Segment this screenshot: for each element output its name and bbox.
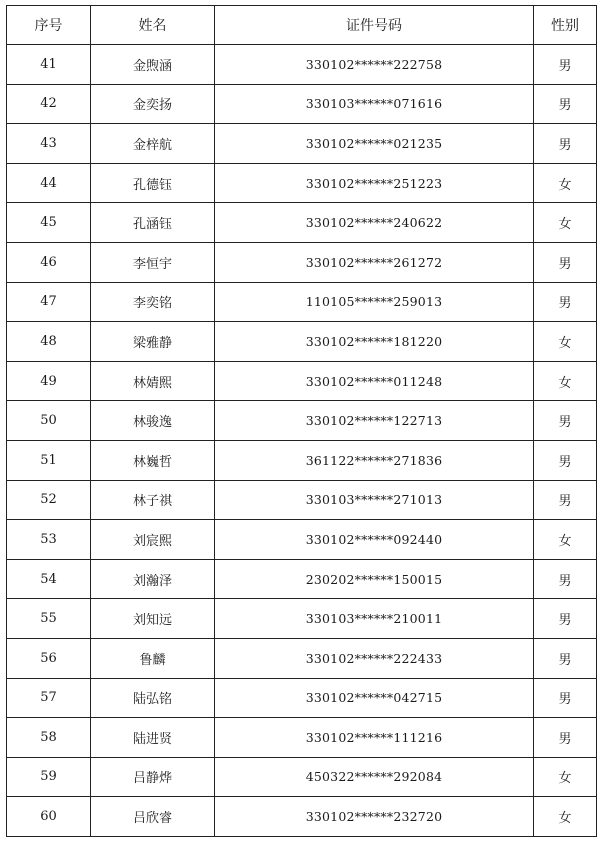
cell-serial-number: 47 (7, 282, 91, 322)
cell-id-number: 330103******071616 (215, 84, 534, 124)
cell-gender: 男 (534, 599, 597, 639)
cell-name: 梁雅静 (91, 322, 215, 362)
table-row (7, 520, 597, 560)
cell-serial-number: 50 (7, 401, 91, 441)
roster-table (6, 5, 597, 837)
cell-gender: 女 (534, 163, 597, 203)
cell-name: 林骏逸 (91, 401, 215, 441)
cell-name: 陆进贤 (91, 718, 215, 758)
cell-gender: 女 (534, 361, 597, 401)
table-row (7, 797, 597, 837)
cell-id-number: 330102******011248 (215, 361, 534, 401)
cell-gender: 男 (534, 480, 597, 520)
table-row (7, 480, 597, 520)
cell-serial-number: 46 (7, 242, 91, 282)
cell-gender: 男 (534, 84, 597, 124)
cell-name: 鲁麟 (91, 638, 215, 678)
cell-name: 李奕铭 (91, 282, 215, 322)
cell-name: 李恒宇 (91, 242, 215, 282)
cell-id-number: 330102******181220 (215, 322, 534, 362)
table-row (7, 124, 597, 164)
table-row (7, 757, 597, 797)
cell-name: 刘知远 (91, 599, 215, 639)
cell-serial-number: 41 (7, 45, 91, 85)
table-row (7, 282, 597, 322)
cell-serial-number: 56 (7, 638, 91, 678)
table-row (7, 718, 597, 758)
table-row (7, 638, 597, 678)
header-serial-number: 序号 (7, 6, 91, 45)
cell-serial-number: 51 (7, 440, 91, 480)
cell-name: 金煦涵 (91, 45, 215, 85)
table-row (7, 84, 597, 124)
cell-gender: 男 (534, 559, 597, 599)
cell-id-number: 330102******021235 (215, 124, 534, 164)
table-row (7, 599, 597, 639)
cell-id-number: 330102******042715 (215, 678, 534, 718)
cell-serial-number: 43 (7, 124, 91, 164)
cell-gender: 男 (534, 242, 597, 282)
cell-id-number: 330102******232720 (215, 797, 534, 837)
cell-serial-number: 49 (7, 361, 91, 401)
cell-gender: 女 (534, 797, 597, 837)
table-row (7, 361, 597, 401)
cell-gender: 男 (534, 440, 597, 480)
cell-name: 刘宸熙 (91, 520, 215, 560)
cell-serial-number: 52 (7, 480, 91, 520)
table-row (7, 163, 597, 203)
cell-id-number: 450322******292084 (215, 757, 534, 797)
cell-name: 孔德钰 (91, 163, 215, 203)
cell-name: 林子祺 (91, 480, 215, 520)
cell-serial-number: 45 (7, 203, 91, 243)
cell-serial-number: 54 (7, 559, 91, 599)
table-row (7, 440, 597, 480)
cell-id-number: 330102******222433 (215, 638, 534, 678)
cell-serial-number: 60 (7, 797, 91, 837)
cell-id-number: 330102******251223 (215, 163, 534, 203)
header-gender: 性别 (534, 6, 597, 45)
cell-name: 孔涵钰 (91, 203, 215, 243)
cell-id-number: 330102******111216 (215, 718, 534, 758)
table-row (7, 203, 597, 243)
cell-id-number: 330102******240622 (215, 203, 534, 243)
cell-id-number: 330103******271013 (215, 480, 534, 520)
cell-gender: 女 (534, 203, 597, 243)
table-row (7, 678, 597, 718)
cell-id-number: 230202******150015 (215, 559, 534, 599)
cell-gender: 男 (534, 282, 597, 322)
cell-id-number: 330102******092440 (215, 520, 534, 560)
cell-id-number: 330103******210011 (215, 599, 534, 639)
table-row (7, 322, 597, 362)
cell-name: 吕静烨 (91, 757, 215, 797)
cell-serial-number: 55 (7, 599, 91, 639)
cell-serial-number: 59 (7, 757, 91, 797)
cell-serial-number: 48 (7, 322, 91, 362)
cell-id-number: 110105******259013 (215, 282, 534, 322)
cell-serial-number: 58 (7, 718, 91, 758)
cell-serial-number: 53 (7, 520, 91, 560)
cell-name: 刘瀚泽 (91, 559, 215, 599)
cell-gender: 男 (534, 638, 597, 678)
header-row (7, 6, 597, 45)
cell-gender: 女 (534, 322, 597, 362)
cell-gender: 男 (534, 124, 597, 164)
cell-name: 陆弘铭 (91, 678, 215, 718)
cell-id-number: 330102******261272 (215, 242, 534, 282)
cell-gender: 男 (534, 718, 597, 758)
table-row (7, 401, 597, 441)
table-header (7, 6, 597, 45)
cell-name: 金梓航 (91, 124, 215, 164)
cell-gender: 男 (534, 401, 597, 441)
header-id-number: 证件号码 (215, 6, 534, 45)
cell-gender: 男 (534, 678, 597, 718)
table-body (7, 45, 597, 837)
cell-id-number: 330102******122713 (215, 401, 534, 441)
cell-name: 吕欣睿 (91, 797, 215, 837)
table-row (7, 559, 597, 599)
cell-serial-number: 42 (7, 84, 91, 124)
cell-name: 林婧熙 (91, 361, 215, 401)
header-name: 姓名 (91, 6, 215, 45)
cell-name: 林巍哲 (91, 440, 215, 480)
cell-name: 金奕扬 (91, 84, 215, 124)
table-row (7, 242, 597, 282)
cell-gender: 女 (534, 520, 597, 560)
cell-gender: 女 (534, 757, 597, 797)
cell-id-number: 330102******222758 (215, 45, 534, 85)
cell-id-number: 361122******271836 (215, 440, 534, 480)
table-row (7, 45, 597, 85)
cell-serial-number: 57 (7, 678, 91, 718)
cell-gender: 男 (534, 45, 597, 85)
cell-serial-number: 44 (7, 163, 91, 203)
